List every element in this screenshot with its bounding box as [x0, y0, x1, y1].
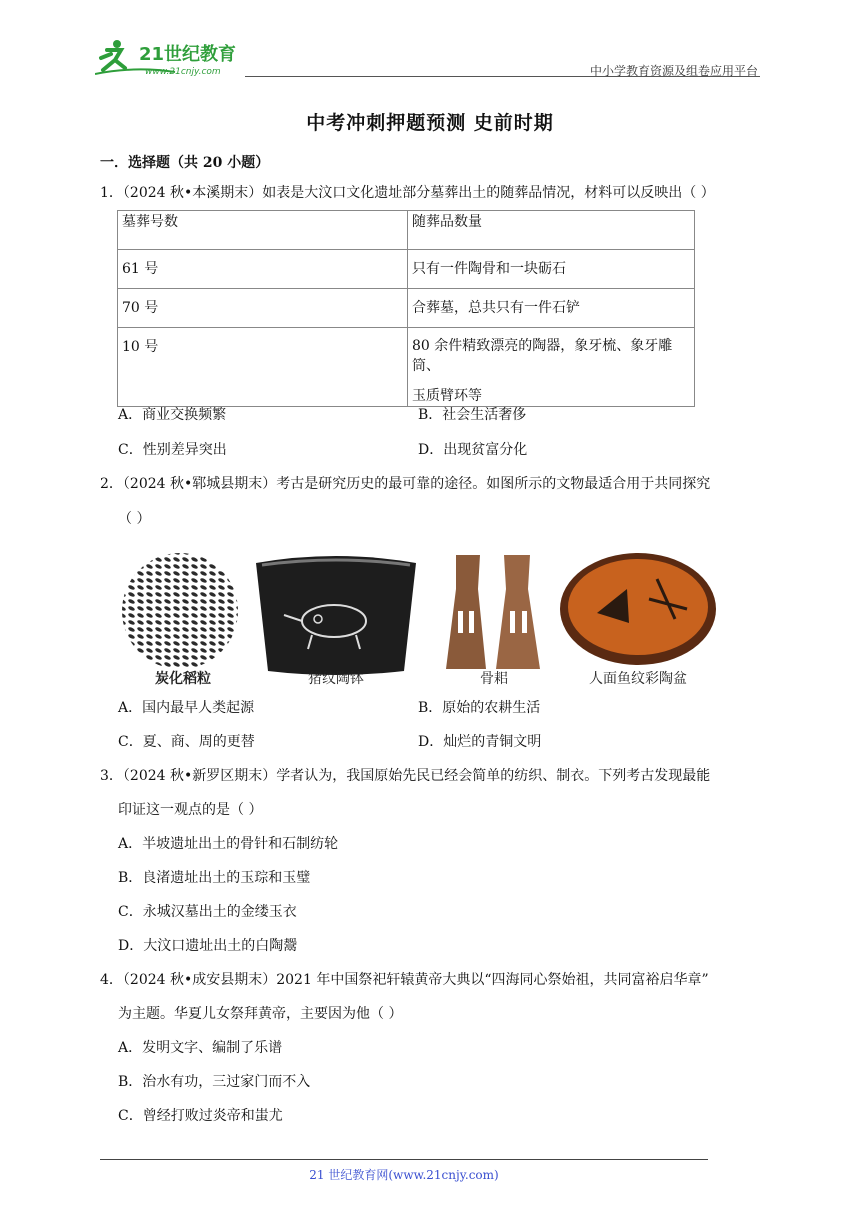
- q3-stem: 3．（2024 秋•新罗区期末）学者认为，我国原始先民已经会简单的纺织、制衣。下列考古发现最能: [100, 768, 711, 784]
- q3-option-d: D．大汶口遗址出土的白陶鬶: [118, 938, 298, 954]
- table-header-cell: 墓葬号数: [118, 211, 408, 250]
- q2-option-a: A．国内最早人类起源: [118, 700, 255, 716]
- q3-stem-cont: 印证这一观点的是（ ）: [118, 802, 263, 818]
- table-cell: 70 号: [118, 289, 408, 328]
- q4-option-a: A．发明文字、编制了乐谱: [118, 1040, 283, 1056]
- q4-option-b: B．治水有功，三过家门而不入: [118, 1074, 311, 1090]
- q1-option-d: D．出现贫富分化: [418, 442, 528, 458]
- footer-link[interactable]: 21 世纪教育网(www.21cnjy.com): [309, 1168, 499, 1182]
- table-cell: 10 号: [118, 328, 408, 407]
- table-cell: [408, 328, 695, 407]
- q1-stem: 1．（2024 秋•本溪期末）如表是大汶口文化遗址部分墓葬出土的随葬品情况，材料可以反映出（ ）: [100, 185, 715, 201]
- charred-rice-image: [118, 540, 248, 688]
- q3-option-a: A．半坡遗址出土的骨针和石制纺轮: [118, 836, 339, 852]
- q3-option-b: B．良渚遗址出土的玉琮和玉璧: [118, 870, 311, 886]
- caption-charred-rice: 炭化稻粒: [155, 671, 211, 687]
- q2-option-c: C．夏、商、周的更替: [118, 734, 255, 750]
- caption-fish-basin: 人面鱼纹彩陶盆: [589, 671, 687, 687]
- table-cell: 合葬墓，总共只有一件石铲: [408, 289, 695, 328]
- q4-stem-cont: 为主题。华夏儿女祭拜黄帝，主要因为他（ ）: [118, 1006, 403, 1022]
- q3-option-c: C．永城汉墓出土的金缕玉衣: [118, 904, 297, 920]
- q1-option-a: A．商业交换频繁: [118, 407, 227, 423]
- table-cell: 只有一件陶骨和一块砺石: [408, 250, 695, 289]
- fish-face-basin-image: [557, 540, 719, 688]
- section-heading: 一．选择题（共 20 小题）: [100, 155, 270, 171]
- q1-option-c: C．性别差异突出: [118, 442, 227, 458]
- table-header-cell: 随葬品数量: [408, 211, 695, 250]
- caption-bone-spade: 骨耜: [480, 671, 508, 687]
- footer-divider: [100, 1159, 708, 1160]
- page-title: 中考冲刺押题预测 史前时期: [306, 112, 554, 134]
- q2-stem: 2．（2024 秋•郓城县期末）考古是研究历史的最可靠的途径。如图所示的文物最适合用于共同探究: [100, 476, 711, 492]
- q2-option-d: D．灿烂的青铜文明: [418, 734, 542, 750]
- table-cell: 61 号: [118, 250, 408, 289]
- q1-option-b: B．社会生活奢侈: [418, 407, 527, 423]
- platform-name: 中小学教育资源及组卷应用平台: [589, 64, 758, 78]
- q4-option-c: C．曾经打败过炎帝和蚩尤: [118, 1108, 283, 1124]
- logo: [95, 36, 265, 78]
- table-cell-line: 80 余件精致漂亮的陶器，象牙梳、象牙雕筒、: [412, 338, 673, 374]
- pig-pattern-pot-image: [252, 540, 420, 688]
- q4-stem: 4．（2024 秋•成安县期末）2021 年中国祭祀轩辕黄帝大典以“四海同心祭始祖，共同富裕启华章”: [100, 972, 709, 988]
- header-divider: [245, 76, 760, 77]
- bone-spade-image: [434, 540, 554, 688]
- grave-table: [117, 210, 695, 407]
- logo-url: www.21cnjy.com: [145, 67, 221, 77]
- q2-option-b: B．原始的农耕生活: [418, 700, 541, 716]
- table-cell-line: 玉质臂环等: [412, 388, 482, 404]
- caption-pig-pot: 猪纹陶钵: [308, 671, 364, 687]
- q2-stem-cont: （ ）: [118, 511, 151, 527]
- logo-text: 21世纪教育: [139, 44, 237, 65]
- page-header: [95, 36, 760, 80]
